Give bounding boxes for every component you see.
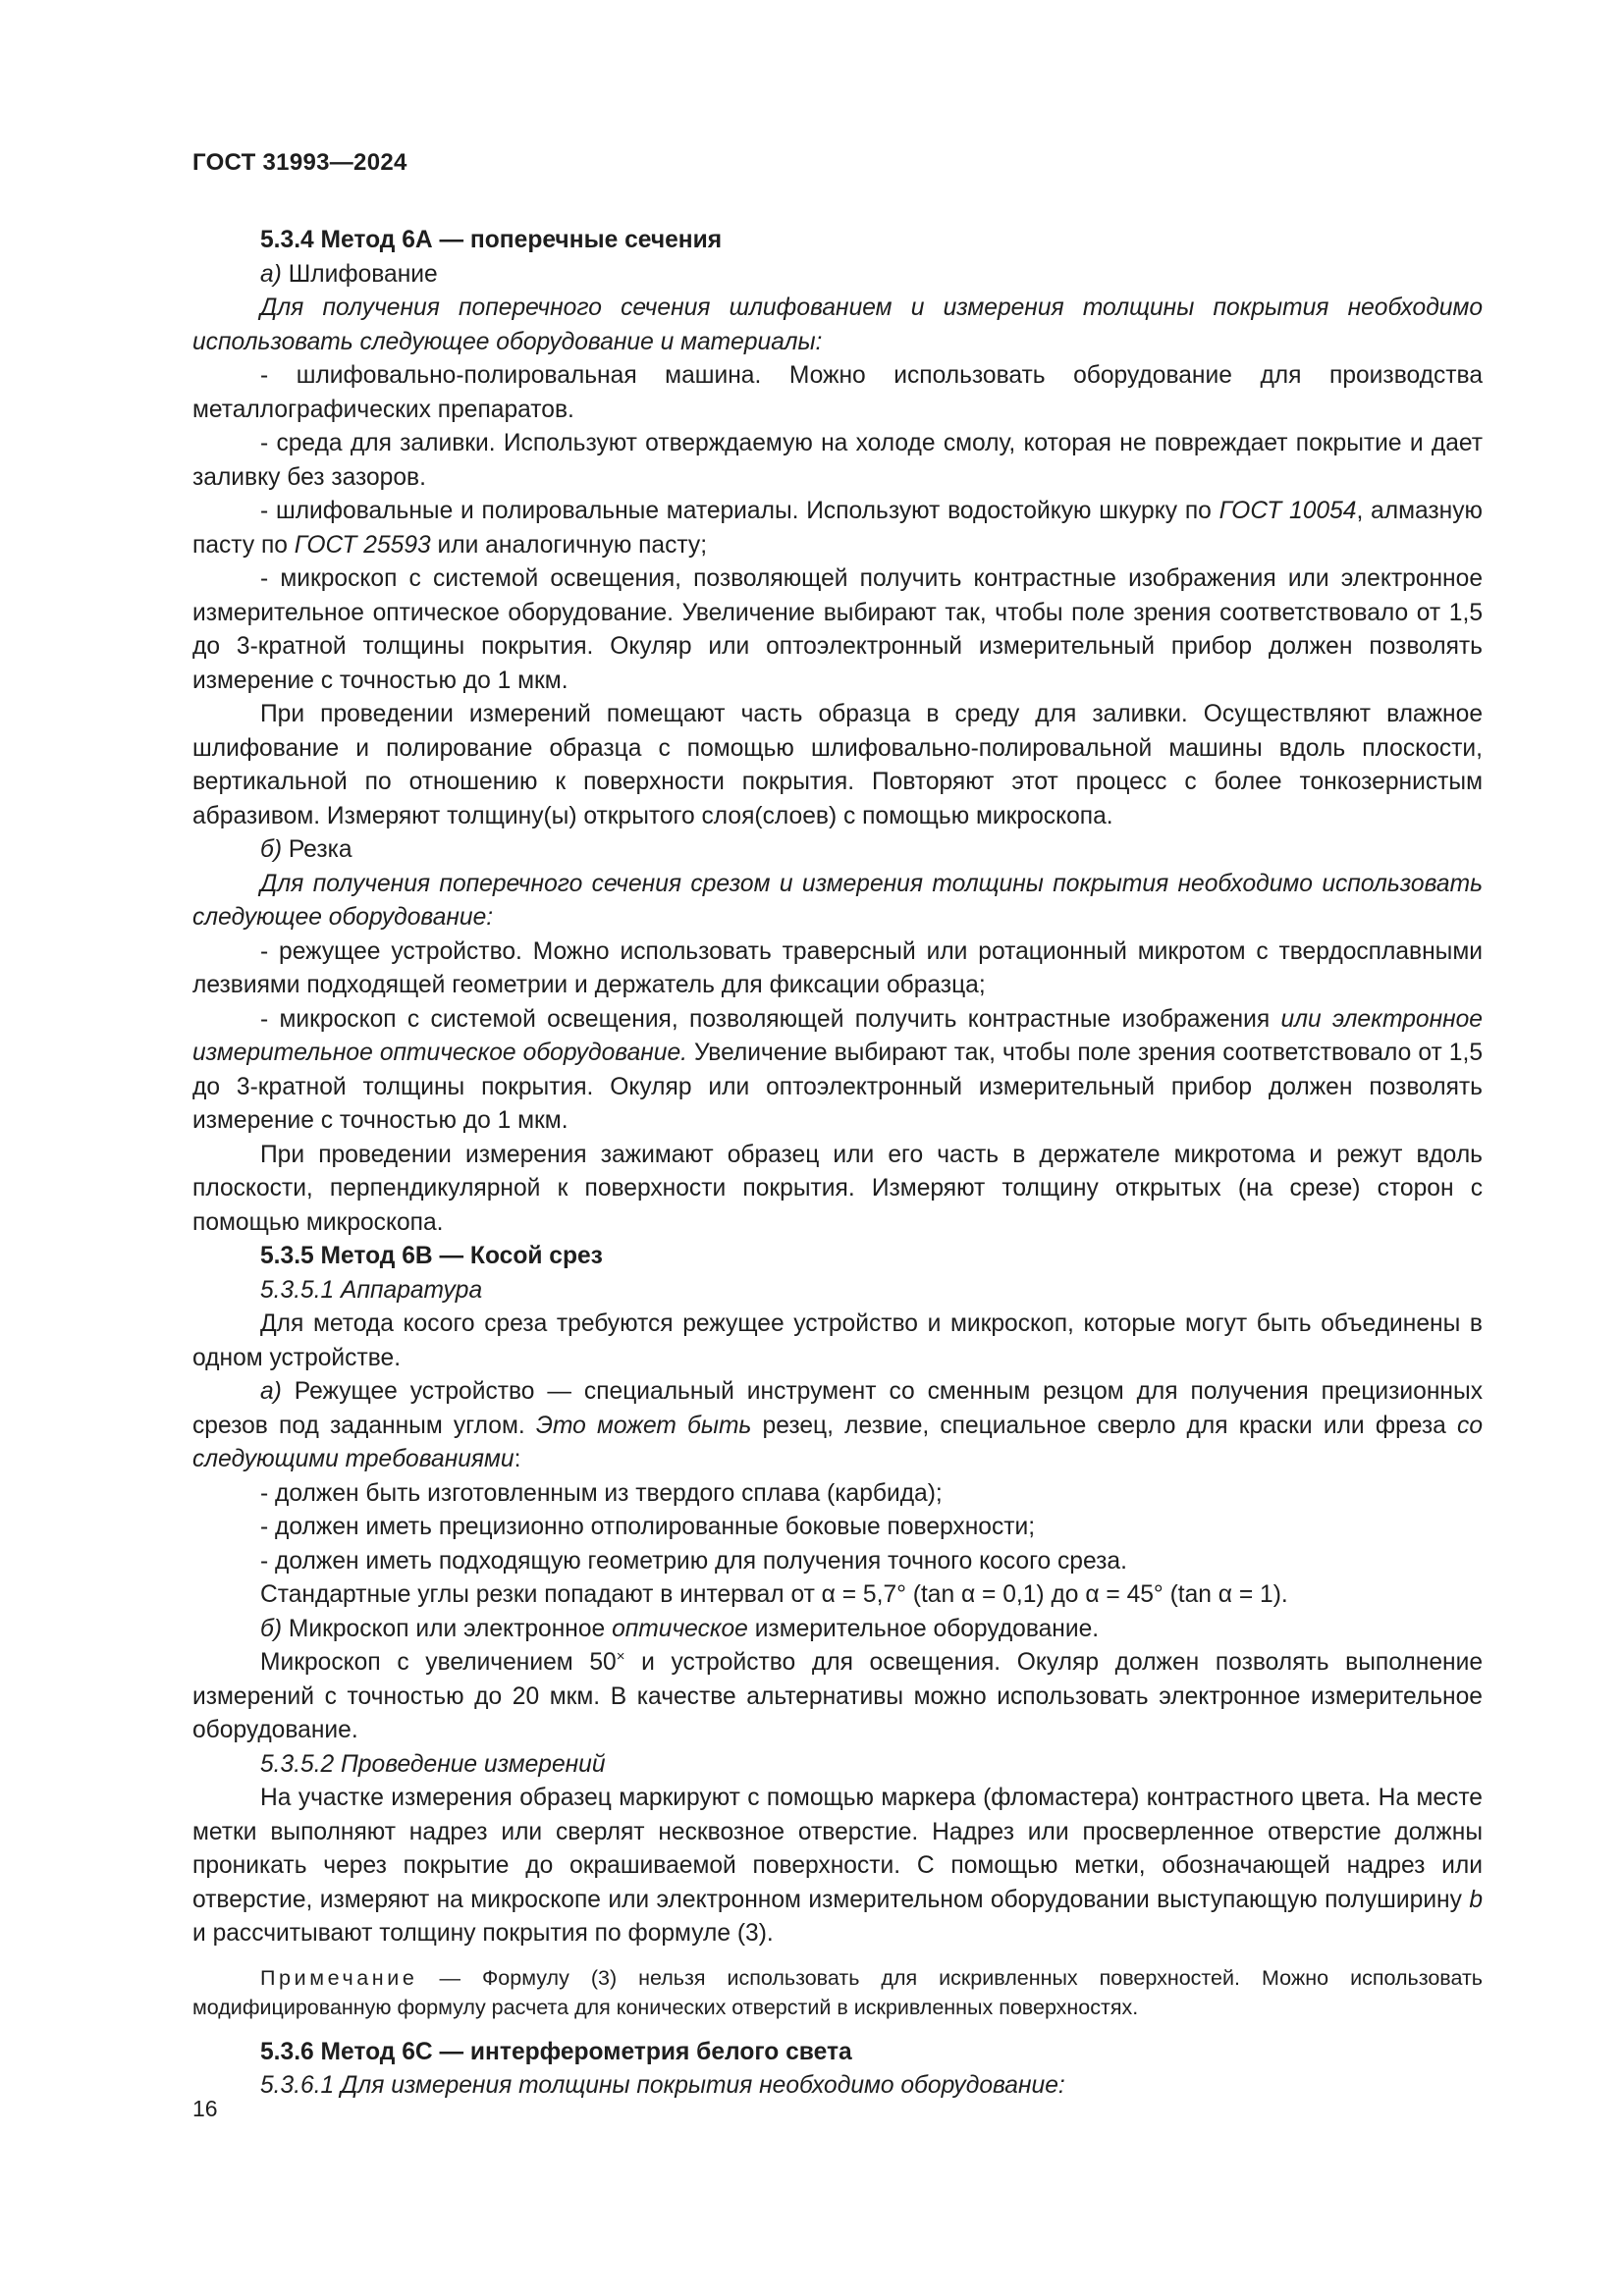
paragraph: При проведении измерений помещают часть образца в среду для заливки. Осуществляют влажное шлифование и полирование образца с помощью шлифовально-полировальной машины вдоль плоскости, вертикальной по отношению к поверхности покрытия. Повторяют этот процесс с более тонкозернистым абразивом. Измеряют толщину(ы) открытого слоя(слоев) с помощью микроскопа. (192, 701, 1483, 829)
list-item: - среда для заливки. Используют отверждаемую на холоде смолу, которая не повреждает покрытие и дает заливку без зазоров. (192, 430, 1483, 491)
list-item: - должен иметь подходящую геометрию для получения точного косого среза. (260, 1547, 1127, 1575)
list-item: - шлифовально-полировальная машина. Можно использовать оборудование для производства металлографических препаратов. (192, 362, 1483, 423)
section-heading-5-3-6: 5.3.6 Метод 6С — интерферометрия белого света (260, 2038, 852, 2065)
paragraph: Для получения поперечного сечения срезом и измерения толщины покрытия необходимо использовать следующее оборудование: (192, 870, 1483, 931)
subsection-b-title: б) Резка (260, 836, 352, 863)
subsection-a-title: а) Шлифование (260, 260, 438, 288)
list-label: а) (260, 1378, 282, 1405)
paragraph: На участке измерения образец маркируют с помощью маркера (фломастера) контрастного цвета. На месте метки выполняют надрез или сверлят несквозное отверстие. Надрез или просверленное отверстие должны проникать через покрытие до окрашиваемой поверхности. С помощью метки, обозначающей надрез или отверстие, измеряют на микроскопе или электронном измерительном оборудовании выступающую полуширину b и рассчитывают толщину покрытия по формуле (3). (192, 1785, 1483, 1947)
page-number: 16 (192, 2096, 218, 2121)
standard-reference: ГОСТ 25593 (294, 531, 431, 559)
document-body (192, 224, 1483, 2104)
list-label: б) (260, 836, 283, 863)
paragraph: При проведении измерения зажимают образец или его часть в держателе микротома и режут вдоль плоскости, перпендикулярной к поверхности покрытия. Измеряют толщину открытых (на срезе) сторон с помощью микроскопа. (192, 1141, 1483, 1236)
variable: b (1469, 1886, 1483, 1913)
list-item: - режущее устройство. Можно использовать траверсный или ротационный микротом с твердосплавными лезвиями подходящей геометрии и держатель для фиксации образца; (192, 937, 1483, 998)
list-item: - шлифовальные и полировальные материалы. Используют водостойкую шкурку по ГОСТ 10054, алмазную пасту по ГОСТ 25593 или аналогичную пасту; (192, 498, 1483, 559)
note-label: Примечание (260, 1965, 418, 1990)
section-heading-5-3-5: 5.3.5 Метод 6В — Косой срез (260, 1243, 603, 1269)
paragraph: Микроскоп с увеличением 50× и устройство для освещения. Окуляр должен позволять выполнение измерений с точностью до 20 мкм. В качестве альтернативы можно использовать электронное измерительное оборудование. (192, 1647, 1483, 1743)
paragraph: а) Режущее устройство — специальный инструмент со сменным резцом для получения прецизионных срезов под заданным углом. Это может быть резец, лезвие, специальное сверло для краски или фреза со следующими требованиями: (192, 1378, 1484, 1472)
standard-reference: ГОСТ 10054 (1218, 498, 1357, 524)
list-item: - микроскоп с системой освещения, позволяющей получить контрастные изображения или электронное измерительное оптическое оборудование. Увеличение выбирают так, чтобы поле зрения соответствовало от 1,5 до 3-кратной толщины покрытия. Окуляр или оптоэлектронный измерительный прибор должен позволять измерение с точностью до 1 мкм. (192, 1005, 1483, 1134)
paragraph: Стандартные углы резки попадают в интервал от α = 5,7° (tan α = 0,1) до α = 45° (tan α = 1). (260, 1581, 1288, 1608)
list-label: б) (260, 1615, 283, 1642)
list-item: - должен иметь прецизионно отполированные боковые поверхности; (260, 1514, 1036, 1540)
subsection-heading: 5.3.5.2 Проведение измерений (260, 1750, 606, 1778)
list-item: - микроскоп с системой освещения, позволяющей получить контрастные изображения или электронное измерительное оптическое оборудование. Увеличение выбирают так, чтобы поле зрения соответствовало от 1,5 до 3-кратной толщины покрытия. Окуляр или оптоэлектронный измерительный прибор должен позволять измерение с точностью до 1 мкм. (192, 565, 1483, 694)
paragraph: Для метода косого среза требуются режущее устройство и микроскоп, которые могут быть объединены в одном устройстве. (192, 1310, 1483, 1371)
subsection-heading: 5.3.5.1 Аппаратура (260, 1276, 483, 1304)
note: Примечание — Формулу (3) нельзя использовать для искривленных поверхностей. Можно использовать модифицированную формулу расчета для конических отверстий в искривленных поверхностях. (192, 1965, 1483, 2019)
section-heading-5-3-4: 5.3.4 Метод 6А — поперечные сечения (260, 227, 723, 253)
paragraph: Для получения поперечного сечения шлифованием и измерения толщины покрытия необходимо использовать следующее оборудование и материалы: (192, 294, 1483, 355)
document-header: ГОСТ 31993—2024 (192, 149, 407, 176)
list-label: а) (260, 260, 282, 288)
list-item: - должен быть изготовленным из твердого сплава (карбида); (260, 1479, 943, 1507)
paragraph: б) Микроскоп или электронное оптическое измерительное оборудование. (260, 1615, 1100, 1642)
subsection-heading: 5.3.6.1 Для измерения толщины покрытия необходимо оборудование: (260, 2072, 1065, 2099)
